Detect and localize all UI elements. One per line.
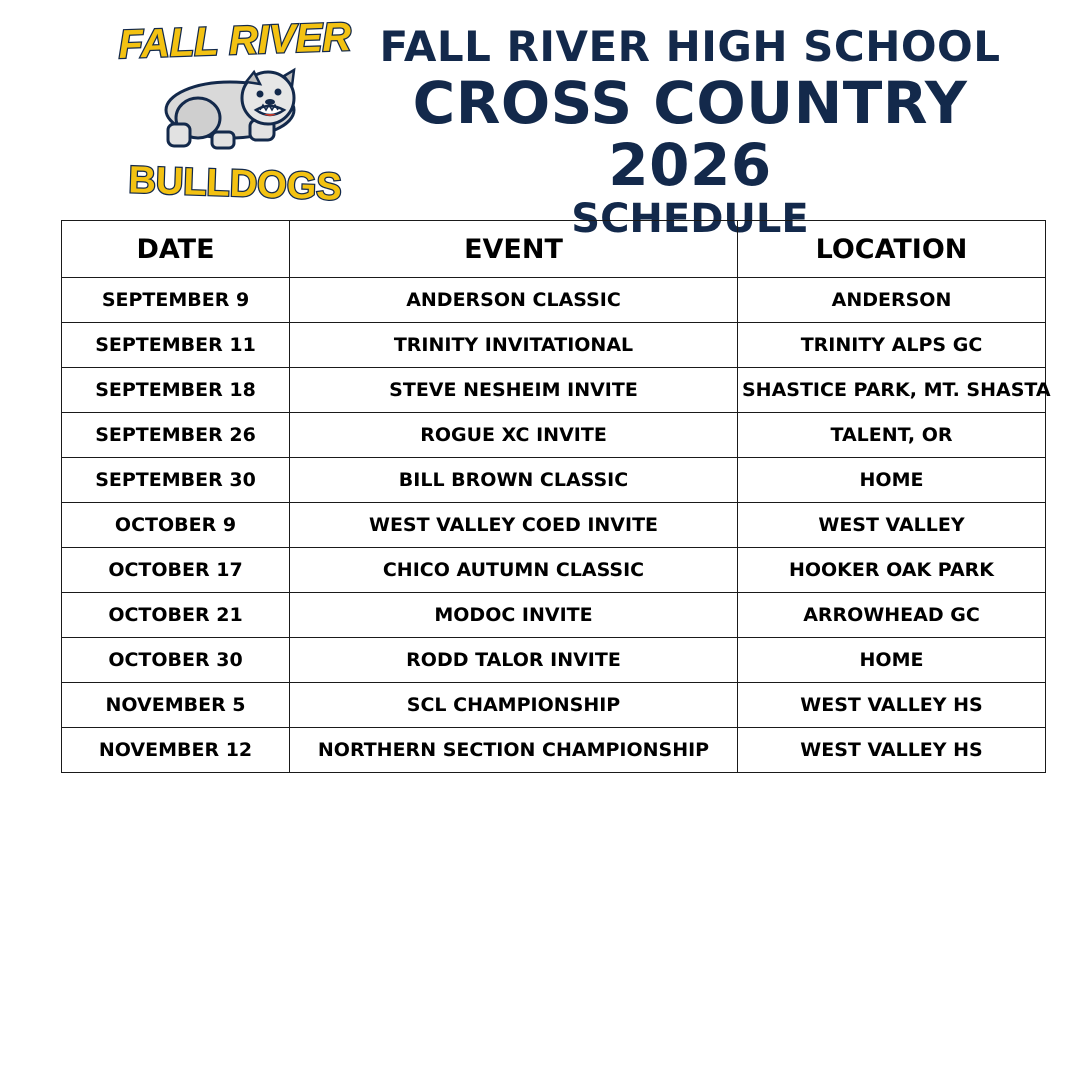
date-cell: OCTOBER 9 xyxy=(62,503,290,548)
date-cell: SEPTEMBER 11 xyxy=(62,323,290,368)
location-cell: ANDERSON xyxy=(738,278,1046,323)
location-cell: TALENT, OR xyxy=(738,413,1046,458)
schedule-subtitle: SCHEDULE xyxy=(571,196,809,242)
event-cell: MODOC INVITE xyxy=(290,593,738,638)
location-cell: WEST VALLEY HS xyxy=(738,683,1046,728)
header-location: LOCATION xyxy=(738,221,1046,278)
location-cell: WEST VALLEY HS xyxy=(738,728,1046,773)
bulldogs-logo xyxy=(117,6,352,210)
event-cell: WEST VALLEY COED INVITE xyxy=(290,503,738,548)
table-row xyxy=(62,323,1046,368)
table-row xyxy=(62,638,1046,683)
table-header-row xyxy=(62,221,1046,278)
event-cell: ROGUE XC INVITE xyxy=(290,413,738,458)
event-cell: SCL CHAMPIONSHIP xyxy=(290,683,738,728)
table-row xyxy=(62,413,1046,458)
logo-bottom-text: BULLDOGS xyxy=(127,159,343,209)
location-cell: ARROWHEAD GC xyxy=(738,593,1046,638)
logo-top-text: FALL RIVER xyxy=(117,14,352,68)
date-cell: OCTOBER 30 xyxy=(62,638,290,683)
date-cell: SEPTEMBER 26 xyxy=(62,413,290,458)
date-cell: SEPTEMBER 18 xyxy=(62,368,290,413)
event-cell: CHICO AUTUMN CLASSIC xyxy=(290,548,738,593)
date-cell: NOVEMBER 5 xyxy=(62,683,290,728)
location-cell: TRINITY ALPS GC xyxy=(738,323,1046,368)
event-cell: TRINITY INVITATIONAL xyxy=(290,323,738,368)
table-row xyxy=(62,593,1046,638)
event-cell: NORTHERN SECTION CHAMPIONSHIP xyxy=(290,728,738,773)
location-cell: SHASTICE PARK, MT. SHASTA xyxy=(738,368,1046,413)
event-cell: ANDERSON CLASSIC xyxy=(290,278,738,323)
bulldog-mascot xyxy=(166,70,294,148)
table-row xyxy=(62,728,1046,773)
sport-title: CROSS COUNTRY 2026 xyxy=(412,69,968,199)
table-row xyxy=(62,458,1046,503)
date-cell: NOVEMBER 12 xyxy=(62,728,290,773)
event-cell: RODD TALOR INVITE xyxy=(290,638,738,683)
table-row xyxy=(62,503,1046,548)
date-cell: OCTOBER 17 xyxy=(62,548,290,593)
location-cell: HOME xyxy=(738,638,1046,683)
header-date: DATE xyxy=(62,221,290,278)
table-row xyxy=(62,683,1046,728)
location-cell: HOME xyxy=(738,458,1046,503)
location-cell: HOOKER OAK PARK xyxy=(738,548,1046,593)
event-cell: STEVE NESHEIM INVITE xyxy=(290,368,738,413)
table-row xyxy=(62,548,1046,593)
date-cell: OCTOBER 21 xyxy=(62,593,290,638)
title-block xyxy=(340,22,1040,242)
school-title: FALL RIVER HIGH SCHOOL xyxy=(379,22,1001,71)
event-cell: BILL BROWN CLASSIC xyxy=(290,458,738,503)
date-cell: SEPTEMBER 9 xyxy=(62,278,290,323)
header-event: EVENT xyxy=(290,221,738,278)
table-row xyxy=(62,278,1046,323)
schedule-table xyxy=(61,220,1051,773)
date-cell: SEPTEMBER 30 xyxy=(62,458,290,503)
location-cell: WEST VALLEY xyxy=(738,503,1046,548)
table-row xyxy=(62,368,1046,413)
